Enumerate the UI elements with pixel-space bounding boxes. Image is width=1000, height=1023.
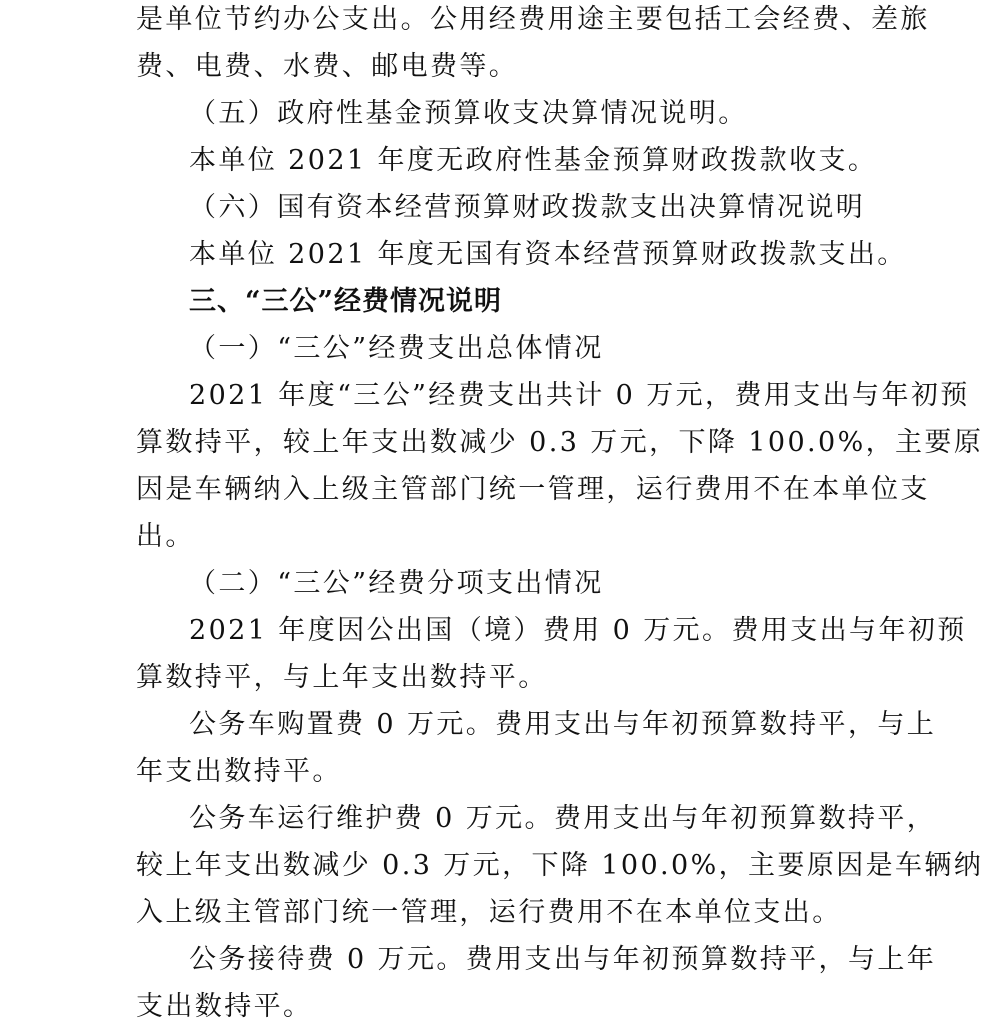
section-subheading: （五）政府性基金预算收支决算情况说明。	[189, 98, 748, 129]
paragraph-line: 较上年支出数减少 0.3 万元，下降 100.0%，主要原因是车辆纳	[136, 850, 984, 881]
paragraph-line: 本单位 2021 年度无国有资本经营预算财政拨款支出。	[189, 239, 907, 270]
section-subheading: （六）国有资本经营预算财政拨款支出决算情况说明	[189, 192, 866, 223]
paragraph-line: 费、电费、水费、邮电费等。	[136, 51, 519, 82]
paragraph-line: 2021 年度“三公”经费支出共计 0 万元，费用支出与年初预	[189, 380, 970, 411]
paragraph-line: 公务车购置费 0 万元。费用支出与年初预算数持平，与上	[189, 709, 937, 740]
paragraph-line: 本单位 2021 年度无政府性基金预算财政拨款收支。	[189, 145, 878, 176]
paragraph-line: 公务车运行维护费 0 万元。费用支出与年初预算数持平，	[189, 803, 937, 834]
paragraph-line: 年支出数持平。	[136, 756, 342, 787]
paragraph-line: 因是车辆纳入上级主管部门统一管理，运行费用不在本单位支	[136, 474, 930, 505]
section-subheading: （一）“三公”经费支出总体情况	[189, 333, 604, 364]
section-subheading: （二）“三公”经费分项支出情况	[189, 568, 604, 599]
paragraph-line: 公务接待费 0 万元。费用支出与年初预算数持平，与上年	[189, 944, 937, 975]
paragraph-line: 算数持平，与上年支出数持平。	[136, 662, 548, 693]
paragraph-line: 2021 年度因公出国（境）费用 0 万元。费用支出与年初预	[189, 615, 967, 646]
paragraph-line: 入上级主管部门统一管理，运行费用不在本单位支出。	[136, 897, 842, 928]
paragraph-line: 算数持平，较上年支出数减少 0.3 万元，下降 100.0%，主要原	[136, 427, 984, 458]
paragraph-line: 出。	[136, 521, 195, 552]
section-heading: 三、“三公”经费情况说明	[189, 286, 503, 317]
paragraph-line: 支出数持平。	[136, 991, 313, 1022]
paragraph-line: 是单位节约办公支出。公用经费用途主要包括工会经费、差旅	[136, 4, 930, 35]
